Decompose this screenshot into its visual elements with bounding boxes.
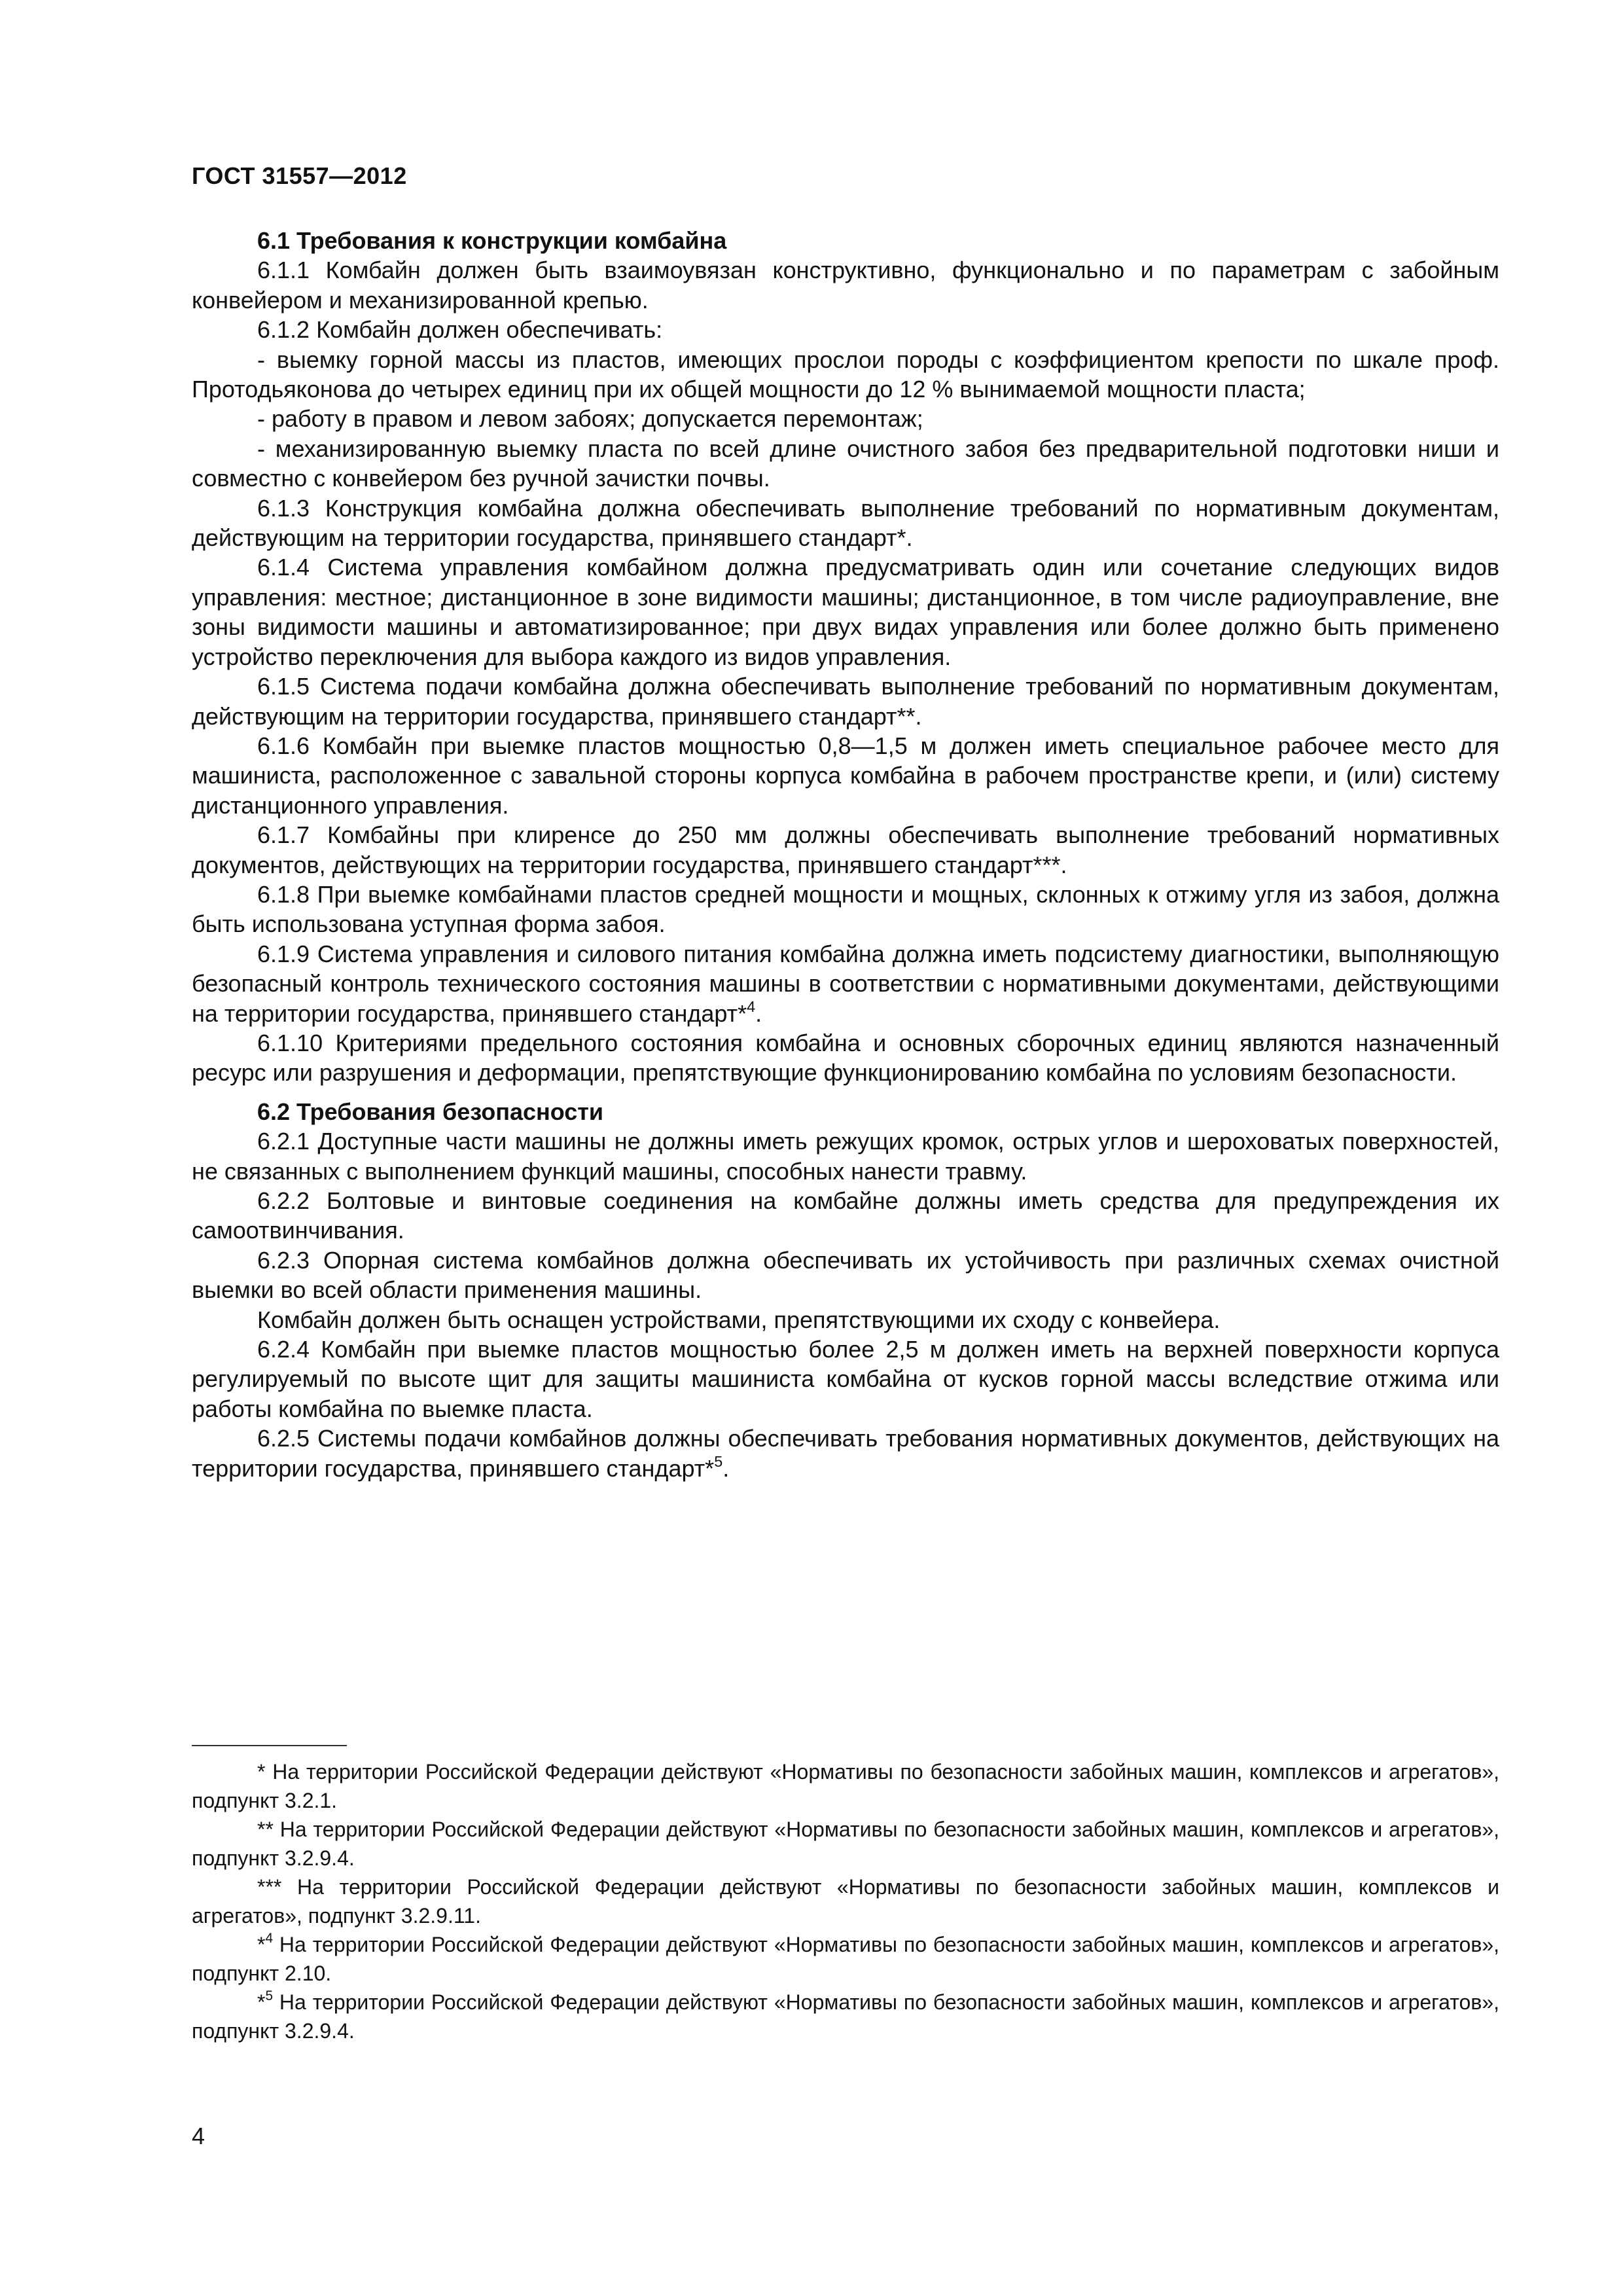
footnote-5 <box>192 1988 1499 2045</box>
paragraph-6-2-2: 6.2.2 Болтовые и винтовые соединения на комбайне должны иметь средства для предупреждения их самоотвинчивания. <box>192 1187 1499 1244</box>
list-item: - механизированную выемку пласта по всей длине очистного забоя без предварительной подготовки ниши и совместно с конвейером без ручной зачистки почвы. <box>192 435 1499 492</box>
paragraph-6-1-9 <box>192 939 1499 1028</box>
footnote-ref-4: 4 <box>747 997 756 1015</box>
paragraph-6-1-1: 6.1.1 Комбайн должен быть взаимоувязан конструктивно, функционально и по параметрам с забойным конвейером и механизированной крепью. <box>192 257 1499 314</box>
footnote-4 <box>192 1930 1499 1988</box>
paragraph-6-1-5: 6.1.5 Система подачи комбайна должна обеспечивать выполнение требований по нормативным документам, действующим на территории государства, принявшего стандарт**. <box>192 673 1499 730</box>
footnote-2: ** На территории Российской Федерации действуют «Нормативы по безопасности забойных машин, комплексов и агрегатов», подпункт 3.2.9.4. <box>192 1818 1499 1870</box>
footnote-4-sup: 4 <box>265 1931 274 1946</box>
paragraph-6-1-7: 6.1.7 Комбайны при клиренсе до 250 мм должны обеспечивать выполнение требований нормативных документов, действующих на территории государства, принявшего стандарт***. <box>192 821 1499 878</box>
footnote-4-mark: * <box>257 1933 266 1956</box>
period: . <box>722 1454 730 1482</box>
body-text <box>192 226 1499 1483</box>
footnote-5-sup: 5 <box>265 1988 274 2004</box>
list-item: - работу в правом и левом забоях; допускается перемонтаж; <box>257 405 923 433</box>
paragraph-6-1-9-text: 6.1.9 Система управления и силового питания комбайна должна иметь подсистему диагностики, выполняющую безопасный контроль технического состояния машины в соответствии с нормативными документами, действующими на территории государства, принявшего стандарт* <box>192 940 1499 1027</box>
footnote-ref-5: 5 <box>714 1452 723 1470</box>
paragraph-6-2-1: 6.2.1 Доступные части машины не должны иметь режущих кромок, острых углов и шероховатых поверхностей, не связанных с выполнением функций машины, способных нанести травму. <box>192 1128 1499 1185</box>
paragraph-6-2-5 <box>192 1424 1499 1483</box>
paragraph-6-2-3-continued: Комбайн должен быть оснащен устройствами, препятствующими их сходу с конвейера. <box>257 1306 1221 1333</box>
paragraph-6-1-4: 6.1.4 Система управления комбайном должна предусматривать один или сочетание следующих видов управления: местное; дистанционное в зоне видимости машины; дистанционное, в том числе радиоуправление, вне зоны видимости машины и автоматизированное; при двух видах управления или более должно быть применено устройство переключения для выбора каждого из видов управления. <box>192 554 1499 670</box>
footnote-1: * На территории Российской Федерации действуют «Нормативы по безопасности забойных машин, комплексов и агрегатов», подпункт 3.2.1. <box>192 1760 1499 1812</box>
document-code-header: ГОСТ 31557—2012 <box>192 162 407 189</box>
paragraph-6-2-3: 6.2.3 Опорная система комбайнов должна обеспечивать их устойчивость при различных схемах очистной выемки во всей области применения машины. <box>192 1246 1499 1304</box>
section-heading-6-1: 6.1 Требования к конструкции комбайна <box>257 227 727 254</box>
footnote-3: *** На территории Российской Федерации действуют «Нормативы по безопасности забойных машин, комплексов и агрегатов», подпункт 3.2.9.11. <box>192 1875 1499 1928</box>
footnotes <box>192 1757 1499 2045</box>
page-number: 4 <box>192 2123 205 2149</box>
period: . <box>755 999 762 1027</box>
paragraph-6-2-5-text: 6.2.5 Системы подачи комбайнов должны обеспечивать требования нормативных документов, действующих на территории государства, принявшего стандарт* <box>192 1425 1499 1482</box>
footnote-5-text: На территории Российской Федерации действуют «Нормативы по безопасности забойных машин, комплексов и агрегатов», подпункт 3.2.9.4. <box>192 1990 1499 2043</box>
section-heading-6-2: 6.2 Требования безопасности <box>257 1098 604 1125</box>
paragraph-6-1-6: 6.1.6 Комбайн при выемке пластов мощностью 0,8—1,5 м должен иметь специальное рабочее место для машиниста, расположенное с завальной стороны корпуса комбайна в рабочем пространстве крепи, и (или) систему дистанционного управления. <box>192 732 1499 819</box>
footnote-separator <box>192 1745 347 1746</box>
paragraph-6-2-4: 6.2.4 Комбайн при выемке пластов мощностью более 2,5 м должен иметь на верхней поверхности корпуса регулируемый по высоте щит для защиты машиниста комбайна от кусков горной массы вследствие отжима или работы комбайна по выемке пласта. <box>192 1336 1499 1422</box>
paragraph-6-1-10: 6.1.10 Критериями предельного состояния комбайна и основных сборочных единиц являются назначенный ресурс или разрушения и деформации, препятствующие функционированию комбайна по условиям безопасности. <box>192 1029 1499 1086</box>
footnote-4-text: На территории Российской Федерации действуют «Нормативы по безопасности забойных машин, комплексов и агрегатов», подпункт 2.10. <box>192 1933 1499 1985</box>
paragraph-6-1-2: 6.1.2 Комбайн должен обеспечивать: <box>257 316 663 344</box>
footnote-5-mark: * <box>257 1990 266 2014</box>
list-item: - выемку горной массы из пластов, имеющих прослои породы с коэффициентом крепости по шкале проф. Протодьяконова до четырех единиц при их общей мощности до 12 % вынимаемой мощности пласта; <box>192 346 1499 403</box>
paragraph-6-1-3: 6.1.3 Конструкция комбайна должна обеспечивать выполнение требований по нормативным документам, действующим на территории государства, принявшего стандарт*. <box>192 494 1499 552</box>
paragraph-6-1-8: 6.1.8 При выемке комбайнами пластов средней мощности и мощных, склонных к отжиму угля из забоя, должна быть использована уступная форма забоя. <box>192 880 1499 938</box>
